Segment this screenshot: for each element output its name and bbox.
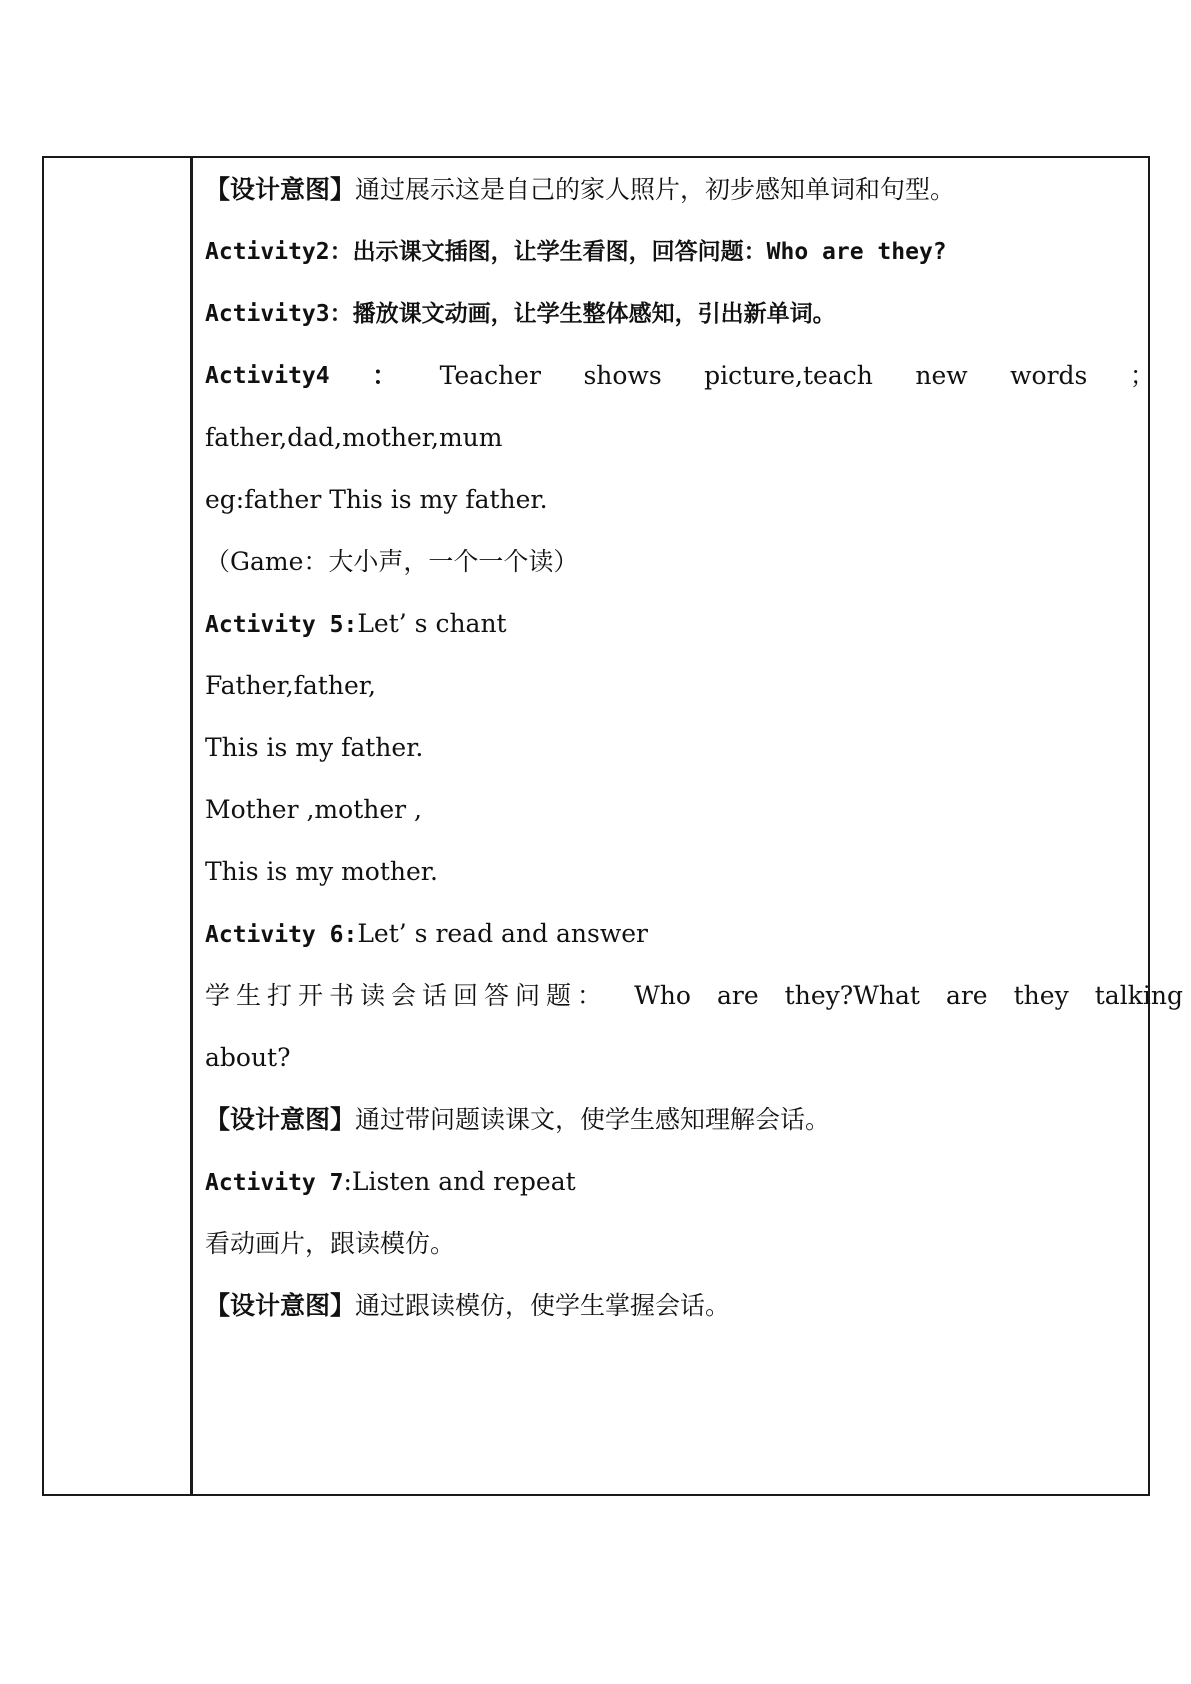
design-intent-2: 【设计意图】通过带问题读课文，使学生感知理解会话。 bbox=[205, 1105, 831, 1134]
question-line: 学生打开书读会话回答问题： Who are they?What are they talking bbox=[205, 981, 1183, 1010]
lesson-table bbox=[42, 156, 1183, 1496]
design-intent-label: 【设计意图】 bbox=[205, 1291, 356, 1320]
new-words-line: father,dad,mother,mum bbox=[205, 423, 503, 452]
example-line: eg:father This is my father. bbox=[205, 485, 548, 514]
activity-5: Activity 5:Let’ s chant bbox=[205, 609, 507, 638]
chant-line-3: Mother ,mother , bbox=[205, 795, 422, 824]
activity-4: Activity4 ： Teacher shows picture,teach new words ； bbox=[205, 361, 1155, 390]
activity-6: Activity 6:Let’ s read and answer bbox=[205, 919, 648, 948]
activity-7: Activity 7:Listen and repeat bbox=[205, 1167, 576, 1196]
design-intent-label: 【设计意图】 bbox=[205, 1105, 356, 1134]
imitation-line: 看动画片，跟读模仿。 bbox=[205, 1229, 456, 1258]
chant-line-4: This is my mother. bbox=[205, 857, 438, 886]
design-intent-3: 【设计意图】通过跟读模仿，使学生掌握会话。 bbox=[205, 1291, 731, 1320]
question-line-cont: about? bbox=[205, 1043, 291, 1072]
activity-2: Activity2：出示课文插图，让学生看图，回答问题：Who are they? bbox=[205, 239, 947, 265]
label-column bbox=[44, 158, 193, 1494]
activity-content bbox=[205, 158, 1187, 1494]
game-line: （Game：大小声，一个一个读） bbox=[205, 547, 579, 576]
chant-line-1: Father,father, bbox=[205, 671, 376, 700]
activity-3: Activity3：播放课文动画，让学生整体感知，引出新单词。 bbox=[205, 301, 836, 327]
chant-line-2: This is my father. bbox=[205, 733, 424, 762]
design-intent-1: 【设计意图】通过展示这是自己的家人照片，初步感知单词和句型。 bbox=[205, 175, 956, 204]
design-intent-label: 【设计意图】 bbox=[205, 175, 356, 204]
